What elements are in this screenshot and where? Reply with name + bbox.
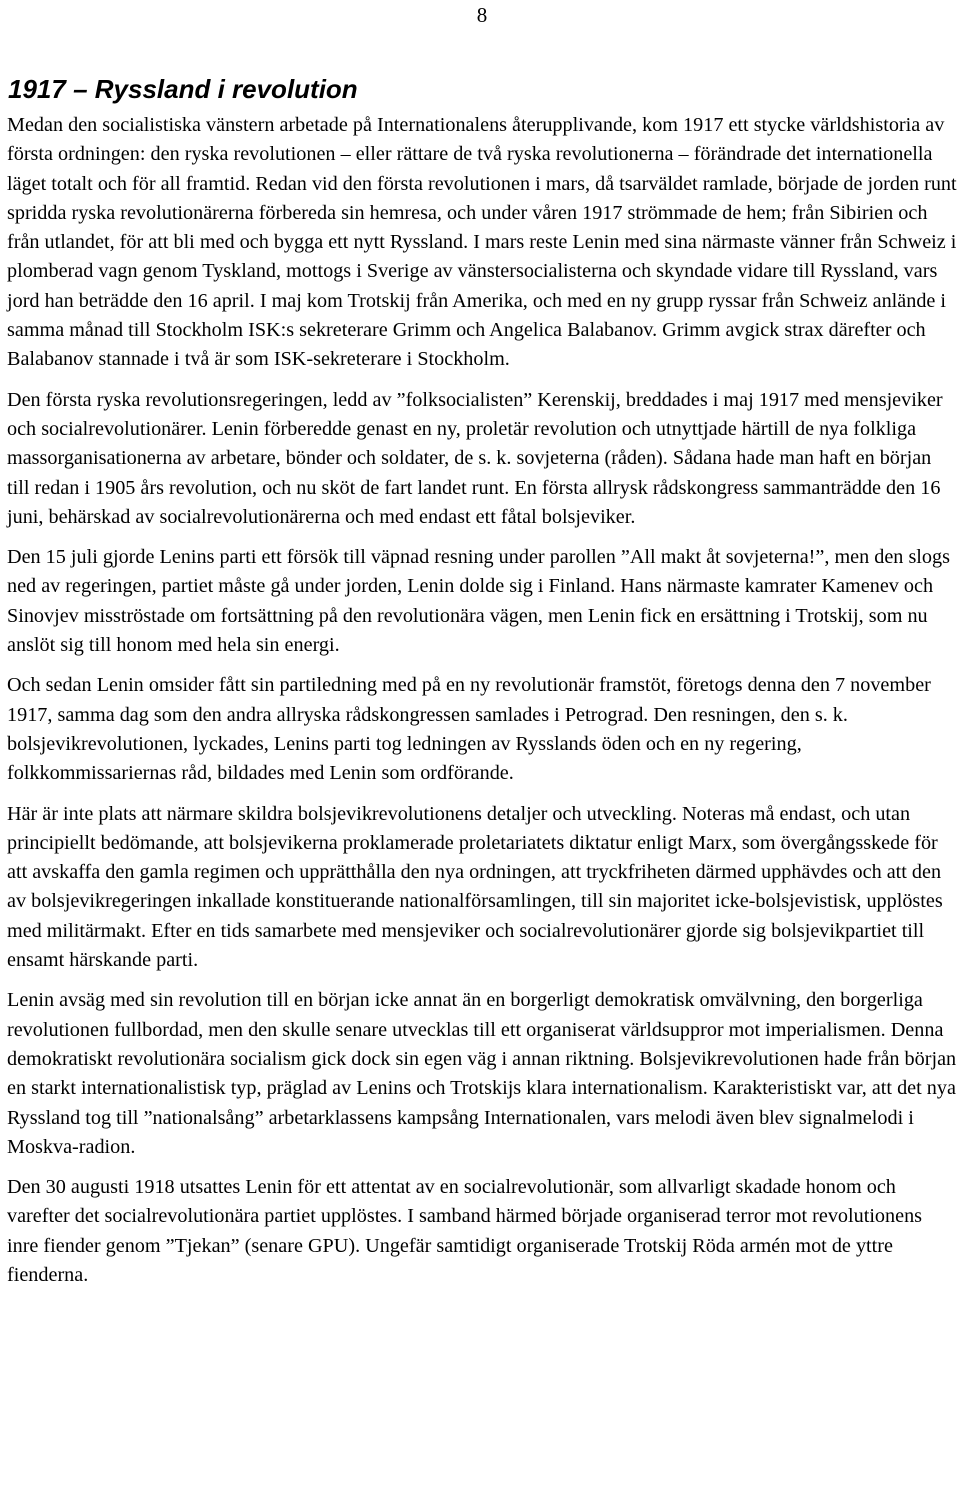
paragraph-4: Och sedan Lenin omsider fått sin partiledning med på en ny revolutionär framstöt, företogs denna den 7 november 1917, samma dag som den andra allryska rådskongressen samlades i Petrograd. Den resningen, den s. k. bolsjevikrevolutionen, lyckades, Lenins parti tog ledningen av Rysslands öden och en ny regering, folkkommissariernas råd, bildades med Lenin som ordförande. bbox=[7, 674, 931, 785]
paragraph-1: Medan den socialistiska vänstern arbetade på Internationalens återupplivande, kom 1917 ett stycke världshistoria av första ordningen: den ryska revolutionen – eller rättare de två ryska revolutionerna – förändrade det internationella läget totalt och för all framtid. Redan vid den första revolutionen i mars, då tsarväldet ramlade, började de jorden runt spridda ryska revolutionärerna förbereda sin hemresa, och under våren 1917 strömmade de hem; från Sibirien och från utlandet, för att bli med och bygga ett nytt Ryssland. I mars reste Lenin med sina närmaste vänner från Schweiz i plomberad vagn genom Tyskland, mottogs i Sverige av vänstersocialisterna och skyndade vidare till Ryssland, vars jord han beträdde den 16 april. I maj kom Trotskij från Amerika, och med en ny grupp ryssar från Schweiz anlände i samma månad till Stockholm ISK:s sekreterare Grimm och Angelica Balabanov. Grimm avgick strax därefter och Balabanov stannade i två är som ISK-sekreterare i Stockholm. bbox=[7, 114, 957, 371]
paragraph-7: Den 30 augusti 1918 utsattes Lenin för ett attentat av en socialrevolutionär, som allvarligt skadade honom och varefter det socialrevolutionära partiet upplöstes. I samband härmed började organiserad terror mot revolutionens inre fiender genom ”Tjekan” (senare GPU). Ungefär samtidigt organiserade Trotskij Röda armén mot de yttre fienderna. bbox=[7, 1176, 923, 1286]
paragraph-6: Lenin avsäg med sin revolution till en början icke annat än en borgerligt demokratisk omvälvning, den borgerliga revolutionen fullbordad, men den skulle senare utvecklas till ett organiserat världsuppror mot imperialismen. Denna demokratiskt revolutionära socialism gick dock sin egen väg i annan riktning. Bolsjevikrevolutionen hade från början en starkt internationalistisk typ, präglad av Lenins och Trotskijs klara internationalism. Karakteristiskt var, att det nya Ryssland tog till ”nationalsång” arbetarklassens kampsång Internationalen, vars melodi även blev signalmelodi i Moskva-radion. bbox=[7, 989, 957, 1158]
section-title: 1917 – Ryssland i revolution bbox=[8, 74, 358, 104]
body-text bbox=[7, 111, 957, 1301]
paragraph-2: Den första ryska revolutionsregeringen, ledd av ”folksocialisten” Kerenskij, breddades i maj 1917 med mensjeviker och socialrevolutionärer. Lenin förberedde genast en ny, proletär revolution och utnyttjade härtill de nya folkliga massorganisationerna av arbetare, bönder och soldater, de s. k. sovjeterna (råden). Sådana hade man haft en början till redan i 1905 års revolution, och nu sköt de fart landet runt. En första allrysk rådskongress sammanträdde den 16 juni, behärskad av socialrevolutionärerna och med endast ett fåtal bolsjeviker. bbox=[7, 388, 943, 528]
paragraph-5: Här är inte plats att närmare skildra bolsjevikrevolutionens detaljer och utveckling. Noteras må endast, och utan principiellt bedömande, att bolsjevikerna proklamerade proletariatets diktatur enligt Marx, som övergångsskede för att avskaffa den gamla regimen och upprätthålla den nya ordningen, att tryckfriheten därmed upphävdes och att den av bolsjevikregeringen inkallade konstituerande nationalförsamlingen, till sin majoritet icke-bolsjevistisk, upplöstes med militärmakt. Efter en tids samarbete med mensjeviker och socialrevolutionärer gjorde sig bolsjevikpartiet till ensamt härskande parti. bbox=[7, 802, 943, 972]
paragraph-3: Den 15 juli gjorde Lenins parti ett försök till väpnad resning under parollen ”All makt åt sovjeterna!”, men den slogs ned av regeringen, partiet måste gå under jorden, Lenin dolde sig i Finland. Hans närmaste kamrater Kamenev och Sinovjev misströstade om fortsättning på den revolutionära vägen, men Lenin fick en ersättning i Trotskij, som nu anslöt sig till honom med hela sin energi. bbox=[7, 546, 950, 657]
page-number: 8 bbox=[476, 3, 488, 27]
